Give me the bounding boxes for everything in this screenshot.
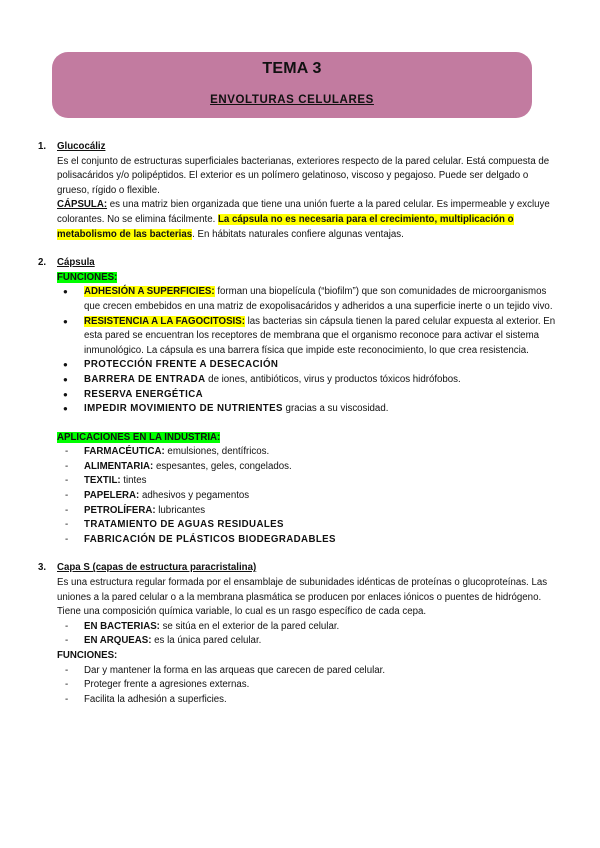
section-capsula xyxy=(0,256,600,547)
item-bold: TRATAMIENTO DE AGUAS RESIDUALES xyxy=(84,519,284,531)
section-number: 1. xyxy=(38,141,47,152)
list-item xyxy=(57,373,562,388)
functions-list xyxy=(57,285,562,416)
page-title: TEMA 3 xyxy=(262,60,322,77)
list-item xyxy=(57,504,562,519)
list-item xyxy=(57,285,562,314)
aplicaciones-label: APLICACIONES EN LA INDUSTRIA: xyxy=(57,431,221,443)
capsula-text: es una matriz bien organizada que tiene una unión fuerte a la pared celular. Es impermeable y excluye colorantes. No se elimina fácilmente. xyxy=(57,199,550,225)
applications-list xyxy=(57,445,562,547)
item-text: de iones, antibióticos, virus y productos tóxicos hidrófobos. xyxy=(205,373,461,385)
list-item xyxy=(57,445,562,460)
functions-list xyxy=(57,664,562,708)
list-item xyxy=(57,402,562,417)
item-text: es la única pared celular. xyxy=(151,635,262,647)
list-item: - Proteger frente a agresiones externas. xyxy=(57,678,562,693)
list-item xyxy=(57,460,562,475)
section-number: 2. xyxy=(38,257,47,269)
item-bold: ADHESIÓN A SUPERFICIES: xyxy=(84,286,215,298)
paragraph: Es el conjunto de estructuras superficiales bacterianas, exteriores respecto de la pared celular. Está compuesta de polisacáridos y/o polipéptidos. El exterior es un polímero gelatinoso, viscoso y pegajoso. Puede ser delgado o grueso, rígido o flexible. xyxy=(57,155,550,196)
item-text: adhesivos y pegamentos xyxy=(139,490,250,502)
item-text: espesantes, geles, congelados. xyxy=(153,460,292,472)
capsula-end: . En hábitats naturales confiere algunas ventajas. xyxy=(192,228,404,240)
list-item xyxy=(57,489,562,504)
list-item xyxy=(57,634,562,649)
item-text: tintes xyxy=(120,475,147,487)
item-bold: TEXTIL: xyxy=(84,475,121,487)
section-heading: Cápsula xyxy=(57,257,95,269)
item-bold: RESERVA ENERGÉTICA xyxy=(84,388,203,400)
list-item: - Dar y mantener la forma en las arqueas que carecen de pared celular. xyxy=(57,664,562,679)
list-item xyxy=(57,358,562,373)
section-glucocaliz xyxy=(0,140,600,242)
page-subtitle: ENVOLTURAS CELULARES xyxy=(210,94,374,106)
item-text: gracias a su viscosidad. xyxy=(282,403,389,415)
item-text: forman una biopelícula (“biofilm”) que son comunidades de microorganismos que crecen embebidos en una matriz de exopolisacáridos y adheridos a una superficie inerte o un tejido vivo. xyxy=(84,286,553,312)
item-bold: BARRERA DE ENTRADA xyxy=(84,373,206,385)
funciones-label: FUNCIONES: xyxy=(57,650,118,661)
section-heading: Glucocáliz xyxy=(57,141,106,152)
capsula-paragraph xyxy=(57,198,562,242)
capsula-label: CÁPSULA: xyxy=(57,199,108,211)
item-text: las bacterias sin cápsula tienen la pared celular expuesta al exterior. En esta pared se encuentran los receptores de membrana que el organismo reconoce para activar el sistema inmunológico. La cápsula es una barrera física que impide este reconocimiento, lo que crea resistencia. xyxy=(84,315,556,356)
list-item xyxy=(57,518,562,533)
item-bold: RESISTENCIA A LA FAGOCITOSIS: xyxy=(84,315,245,327)
item-bold: EN BACTERIAS: xyxy=(84,620,160,632)
item-bold: FABRICACIÓN DE PLÁSTICOS BIODEGRADABLES xyxy=(84,533,336,545)
item-bold: PROTECCIÓN FRENTE A DESECACIÓN xyxy=(84,359,279,371)
item-bold: ALIMENTARIA: xyxy=(84,460,154,472)
paragraph: Es una estructura regular formada por el ensamblaje de subunidades idénticas de proteínas o glucoproteínas. Las uniones a la pared celular o a la membrana plasmática se producen por enlaces iónicos o puentes de hidrógeno. Tiene una composición química variable, lo cual es un rasgo específico de cada cepa. xyxy=(57,577,548,618)
list-item xyxy=(57,315,562,359)
funciones-label: FUNCIONES: xyxy=(57,271,118,283)
item-bold: PAPELERA: xyxy=(84,490,140,502)
section-capa-s xyxy=(0,561,600,707)
item-bold: EN ARQUEAS: xyxy=(84,635,152,647)
item-text: lubricantes xyxy=(155,504,206,516)
location-list xyxy=(57,620,562,649)
section-heading: Capa S (capas de estructura paracristalina) xyxy=(57,562,257,574)
document-body xyxy=(0,140,600,707)
item-bold: IMPEDIR MOVIMIENTO DE NUTRIENTES xyxy=(84,403,283,415)
section-number: 3. xyxy=(38,562,47,574)
list-item xyxy=(57,533,562,548)
item-text: se sitúa en el exterior de la pared celular. xyxy=(159,620,340,632)
item-bold: FARMACÉUTICA: xyxy=(84,446,165,458)
item-text: emulsiones, dentífricos. xyxy=(164,446,270,458)
list-item xyxy=(57,474,562,489)
list-item xyxy=(57,388,562,403)
topic-header xyxy=(52,52,532,118)
list-item xyxy=(57,620,562,635)
item-bold: PETROLÍFERA: xyxy=(84,504,156,516)
highlighted-text: La cápsula no es necesaria para el crecimiento, multiplicación o metabolismo de las bacterias xyxy=(57,213,514,240)
list-item: - Facilita la adhesión a superficies. xyxy=(57,693,562,708)
